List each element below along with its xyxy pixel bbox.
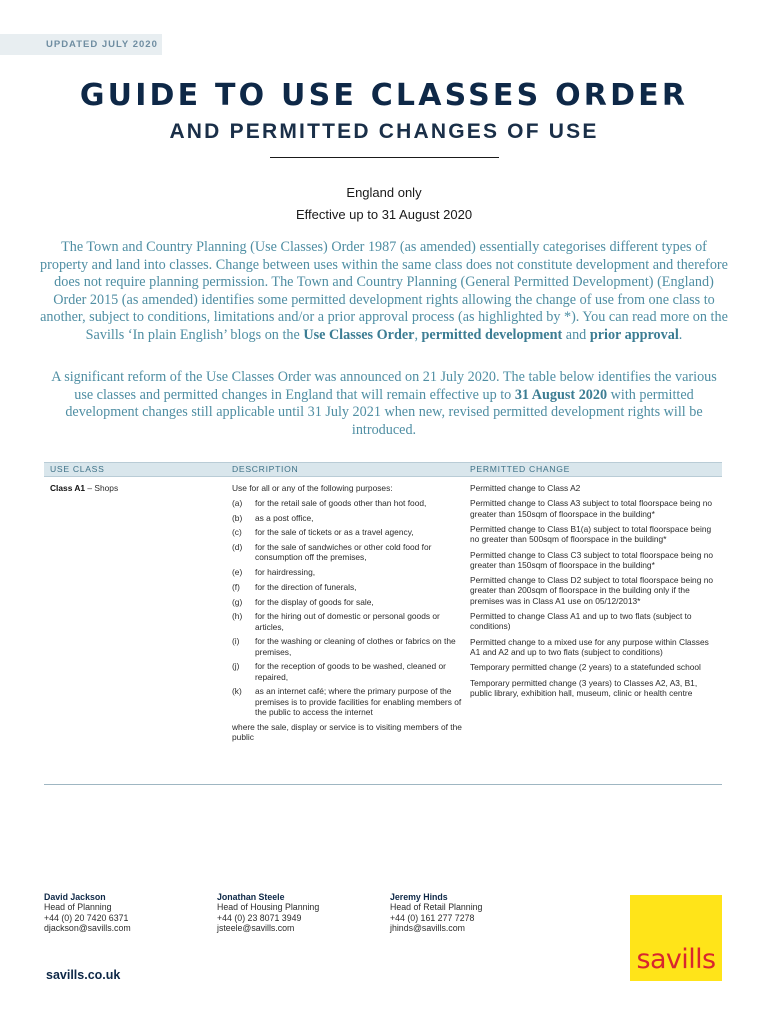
item-text: for the direction of funerals, — [255, 581, 357, 592]
item-key: (b) — [232, 512, 243, 523]
item-key: (d) — [232, 542, 243, 553]
contact-phone[interactable]: +44 (0) 23 8071 3949 — [217, 912, 302, 923]
item-text: for the sale of tickets or as a travel agency, — [255, 527, 414, 538]
item-text: for the hiring out of domestic or personal goods or articles, — [255, 611, 440, 632]
description-item — [232, 686, 468, 717]
contact-name: Jonathan Steele — [217, 892, 285, 902]
header-permitted-change: PERMITTED CHANGE — [470, 464, 571, 474]
contact-role: Head of Planning — [44, 902, 112, 913]
link-use-classes-order[interactable]: Use Classes Order — [303, 326, 415, 343]
contact-card — [390, 892, 560, 934]
item-key: (f) — [232, 581, 240, 592]
intro-paragraph-1 — [40, 239, 728, 345]
item-text: for the reception of goods to be washed, cleaned or repaired, — [255, 661, 446, 682]
item-text: for the sale of sandwiches or other cold food for consumption off the premises, — [255, 542, 432, 563]
contact-name: David Jackson — [44, 892, 106, 902]
description-intro: Use for all or any of the following purposes: — [232, 483, 393, 493]
contact-email[interactable]: jhinds@savills.com — [390, 923, 465, 934]
permitted-change-cell — [470, 483, 720, 703]
description-cell — [232, 483, 468, 742]
class-code: Class A1 — [50, 483, 86, 493]
intro-separator-and: and — [565, 326, 587, 343]
scope-region: England only — [346, 185, 422, 200]
header-use-class: USE CLASS — [50, 464, 105, 474]
header-description: DESCRIPTION — [232, 464, 299, 474]
item-text: as an internet café; where the primary purpose of the premises is to provide facilities for enabling members of the public to access the internet — [255, 686, 462, 717]
item-key: (c) — [232, 527, 242, 538]
logo-wordmark: savills — [636, 944, 716, 975]
description-item — [232, 513, 468, 523]
item-key: (h) — [232, 611, 243, 622]
contact-card — [44, 892, 214, 934]
permitted-change-item: Temporary permitted change (3 years) to Classes A2, A3, B1, public library, exhibition hall, museum, clinic or health centre — [470, 677, 698, 698]
contact-name: Jeremy Hinds — [390, 892, 448, 902]
description-item — [232, 636, 468, 656]
description-tail: where the sale, display or service is to visiting members of the public — [232, 721, 462, 742]
item-key: (j) — [232, 661, 240, 672]
description-item — [232, 542, 468, 562]
item-key: (k) — [232, 686, 242, 697]
item-text: for the retail sale of goods other than hot food, — [255, 497, 427, 508]
page-title: GUIDE TO USE CLASSES ORDER — [79, 78, 689, 113]
permitted-change-item: Permitted change to Class C3 subject to total floorspace being no greater than 150sqm of floorspace in the building* — [470, 549, 714, 570]
item-key: (i) — [232, 636, 240, 647]
permitted-change-item: Permitted change to Class B1(a) subject to total floorspace being no greater than 500sqm of floorspace in the building* — [470, 523, 712, 545]
item-text: as a post office, — [255, 512, 314, 523]
permitted-change-item: Permitted to change Class A1 and up to two flats (subject to conditions) — [470, 610, 692, 632]
contact-email[interactable]: jsteele@savills.com — [217, 923, 295, 934]
description-item — [232, 597, 468, 607]
intro-p1-text: The Town and Country Planning (Use Classes) Order 1987 (as amended) essentially categorises different types of property and land into classes. Change between uses within the same class does not constitute development and therefore does not require planning permission. The Town and Country Planning (General Permitted Development) (England) Order 2015 (as amended) identifies some permitted development rights allowing the change of use from one class to another, subject to conditions, limitations and/or a prior approval process (as highlighted by *). You can read more on the Savills ‘In plain English’ blogs on the — [40, 239, 728, 343]
class-name: – Shops — [85, 483, 119, 493]
savills-logo — [630, 895, 722, 981]
description-item — [232, 611, 468, 631]
link-prior-approval[interactable]: prior approval — [589, 326, 679, 343]
contact-card — [217, 892, 387, 934]
title-divider — [270, 157, 499, 158]
website-link[interactable]: savills.co.uk — [46, 968, 121, 982]
intro-p2-date: 31 August 2020 — [514, 386, 608, 403]
intro-paragraph-2 — [40, 369, 728, 439]
table-row — [44, 477, 722, 785]
item-text: for the display of goods for sale, — [255, 596, 374, 607]
contact-phone[interactable]: +44 (0) 20 7420 6371 — [44, 912, 129, 923]
permitted-change-item: Permitted change to Class D2 subject to total floorspace being no greater than 200sqm of floorspace in the building only if the premises was in Class A1 use on 05/12/2013* — [470, 575, 714, 606]
item-text: for the washing or cleaning of clothes or fabrics on the premises, — [255, 636, 456, 657]
description-item — [232, 582, 468, 592]
scope-effective-date: Effective up to 31 August 2020 — [295, 207, 473, 222]
intro-end-period: . — [678, 326, 683, 343]
updated-badge: UPDATED JULY 2020 — [0, 34, 162, 55]
permitted-change-item: Temporary permitted change (2 years) to a statefunded school — [470, 662, 701, 673]
intro-p2-tail: with permitted development changes still applicable until 31 July 2021 when new, revised permitted development rights will be introduced. — [65, 386, 703, 438]
table-header — [44, 462, 722, 477]
link-permitted-development[interactable]: permitted development — [421, 326, 563, 343]
use-class-cell — [50, 483, 118, 493]
intro-p2-text: A significant reform of the Use Classes Order was announced on 21 July 2020. The table below identifies the various use classes and permitted changes in England that will remain effective up to — [51, 369, 717, 403]
description-item — [232, 498, 468, 508]
permitted-change-item: Permitted change to Class A3 subject to total floorspace being no greater than 150sqm of floorspace in the building* — [470, 498, 713, 519]
intro-separator-comma: , — [414, 326, 418, 343]
page-subtitle: AND PERMITTED CHANGES OF USE — [169, 120, 599, 143]
item-text: for hairdressing, — [255, 567, 316, 578]
permitted-change-item: Permitted change to a mixed use for any purpose within Classes A1 and A2 and up to two flats (subject to conditions) — [470, 636, 709, 657]
description-item — [232, 527, 468, 537]
contact-phone[interactable]: +44 (0) 161 277 7278 — [390, 912, 475, 923]
item-key: (a) — [232, 497, 243, 508]
contact-role: Head of Retail Planning — [390, 902, 483, 913]
contact-email[interactable]: djackson@savills.com — [44, 923, 131, 934]
description-item — [232, 567, 468, 577]
permitted-change-item: Permitted change to Class A2 — [470, 483, 581, 493]
contact-role: Head of Housing Planning — [217, 902, 320, 913]
description-item — [232, 661, 468, 681]
use-class-table — [44, 462, 722, 785]
item-key: (g) — [232, 596, 243, 607]
item-key: (e) — [232, 567, 243, 578]
